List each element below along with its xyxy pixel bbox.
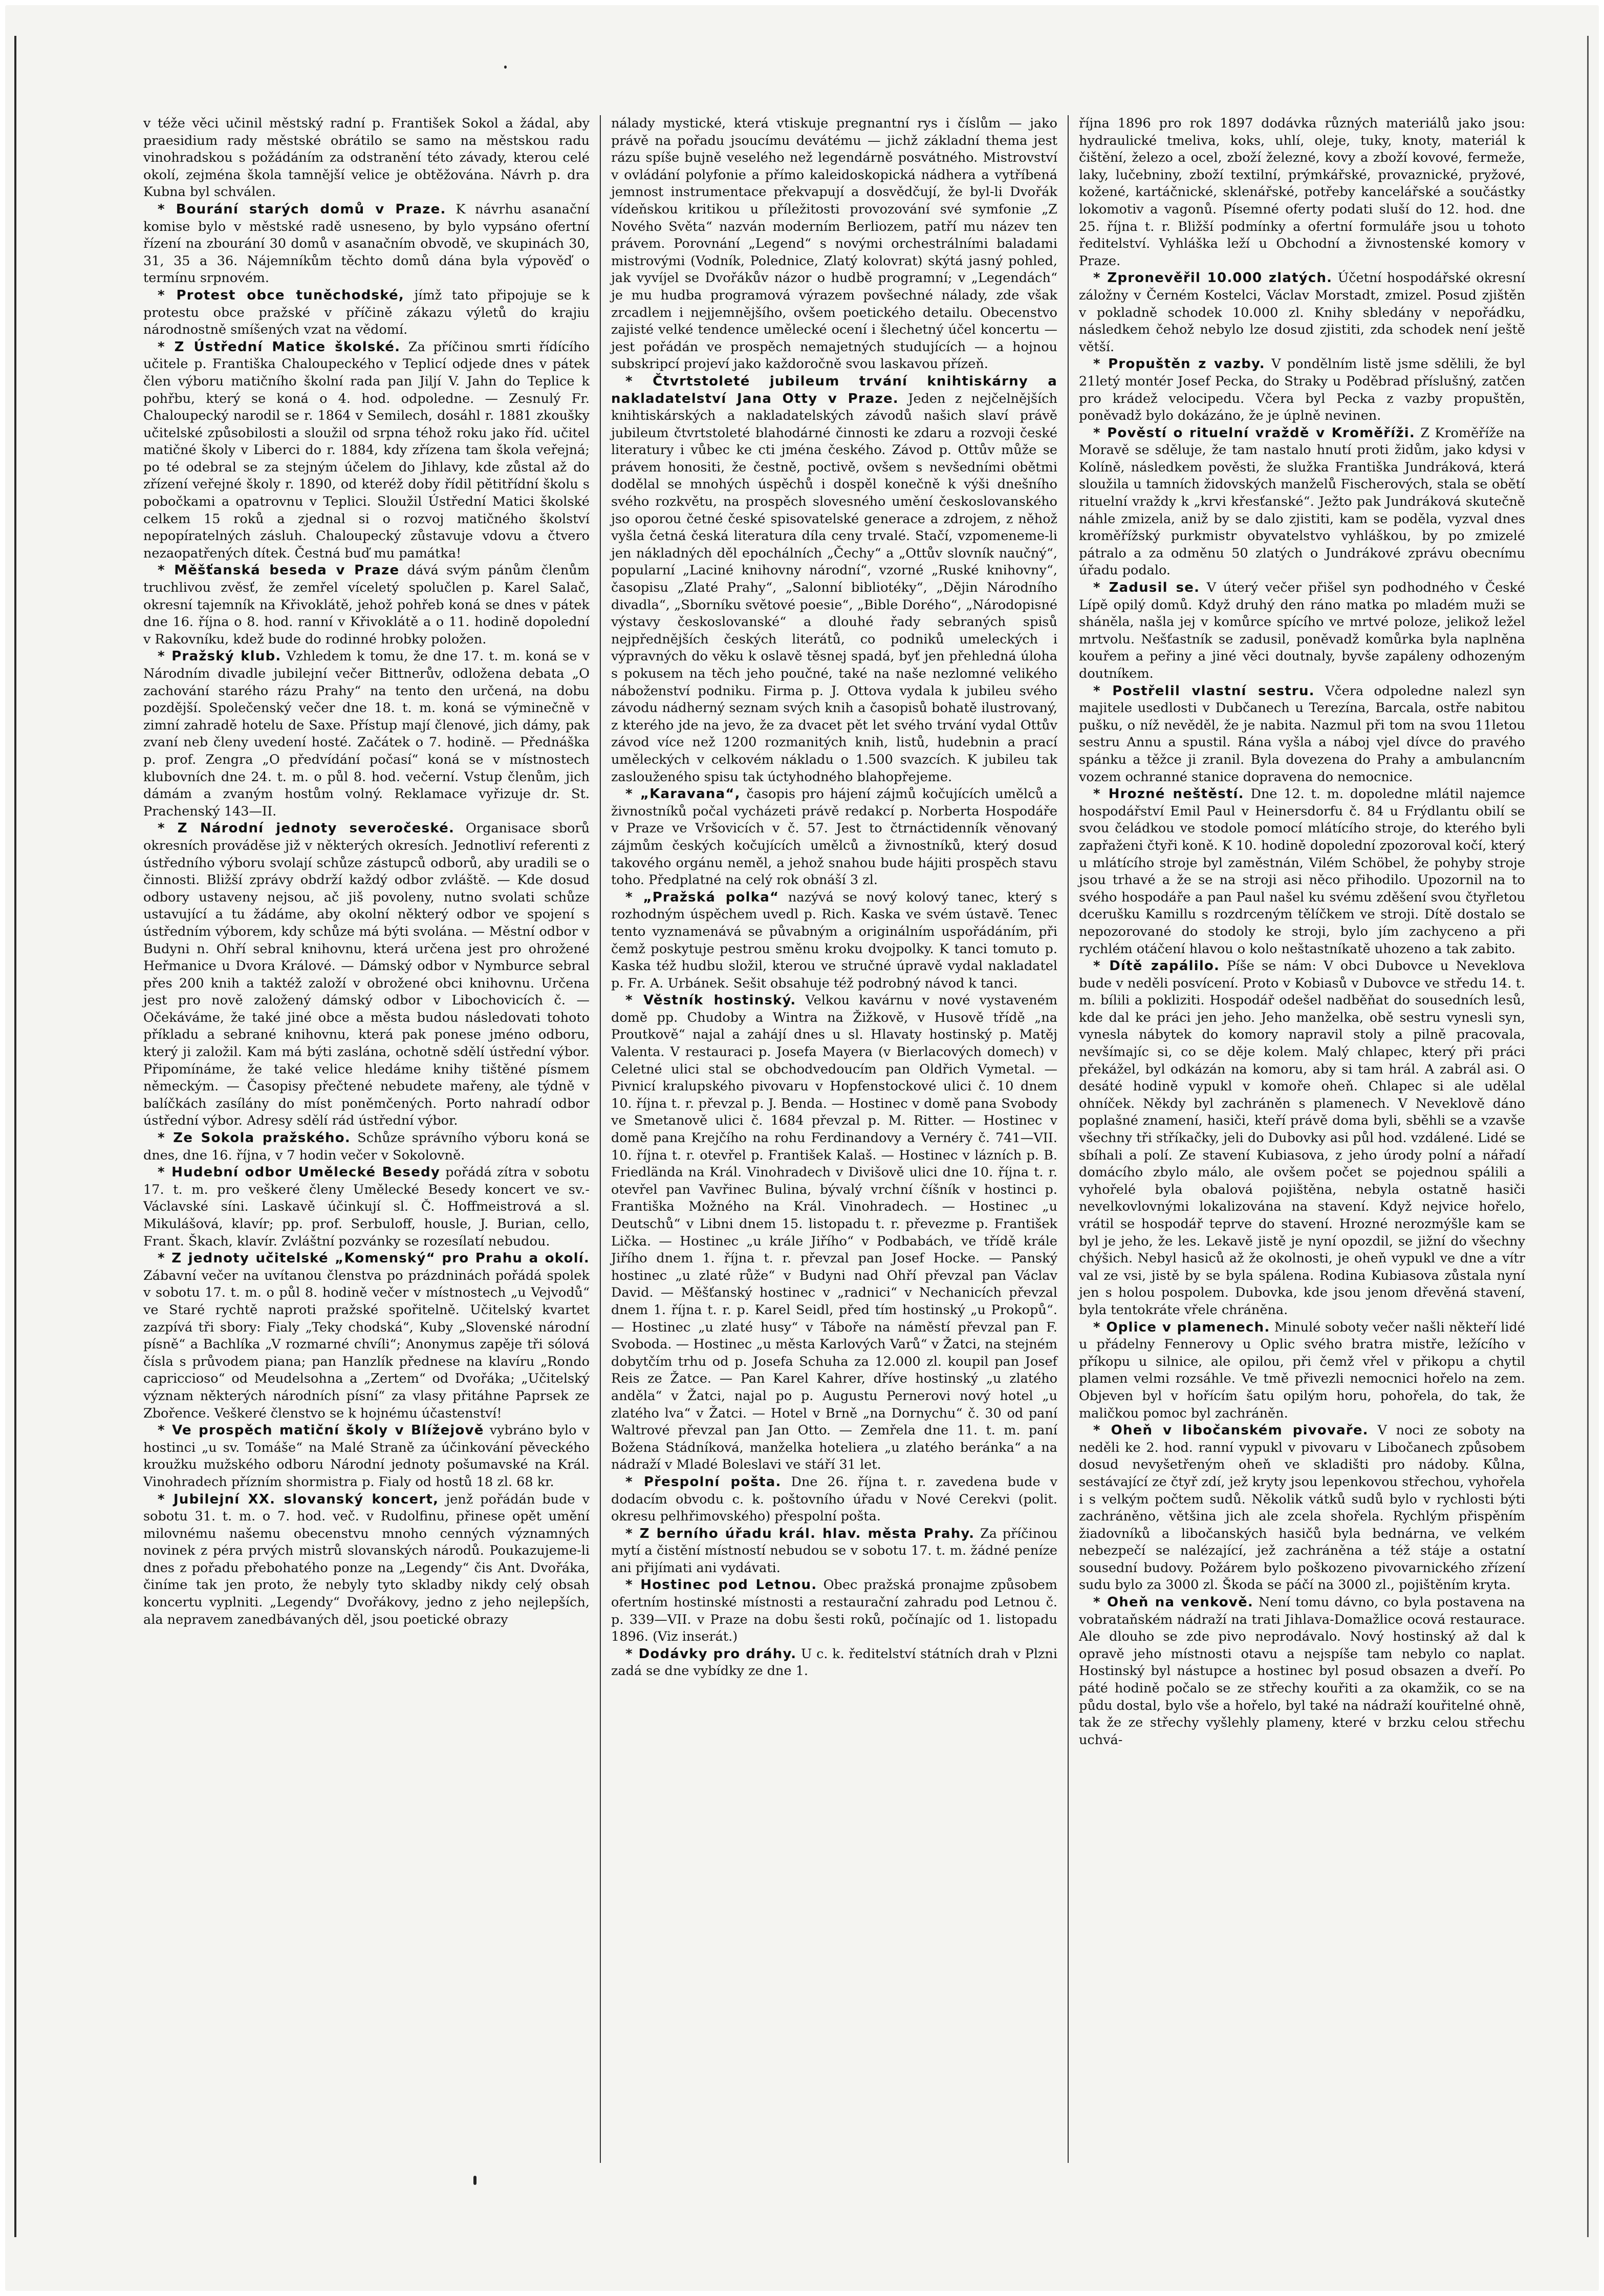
article-body: října 1896 pro rok 1897 dodávka různých materiálů jako jsou: hydraulické tmeliva, koks, uhlí, oleje, tuky, knoty, materiál k čištění, železo a ocel, zboží železné, kovy a zboží kovové, fermeže, laky, lučebniny, zboží textilní, prýmkářské, provaznické, pryžové, kožené, kartáčnické, sklenářské, potřeby kancelářské a součástky lokomotiv a vagonů. Písemné oferty podati sluší do 12. hod. dne 25. října t. r. Bližší podmínky a ofertní formuláře jsou u tohoto ředitelství. Vyhláška leží u Obchodní a živnostenské komory v Praze.	[1079, 116, 1525, 269]
article-headline: * Ve prospěch matiční školy v Blížejově	[158, 1423, 484, 1439]
article-paragraph	[143, 1130, 590, 1164]
newspaper-page	[5, 5, 1599, 2291]
article-paragraph	[1079, 115, 1525, 270]
article-paragraph	[143, 648, 590, 820]
article-body: Dne 12. t. m. dopoledne mlátil najemce hospodářství Emil Paul v Heinersdorfu č. 84 u Frýdlantu obilí se svou čeládkou ve stodole pomocí mlátícího stroje, do kterého byli zapřaženi čtyři koně. K 10. hodině dopolední zpozoroval kočí, který u mlátícího stroje byl zaměstnán, Vilém Schöbel, že pohyby stroje jsou trhavé a že se na stroji asi něco přihodilo. Upozornil na to svého hospodáře a pan Paul našel ku svému zděšení svou čtyřletou dcerušku Kamillu s rozdrceným tělíčkem ve stroji. Dítě dostalo se nepozorované do stodoly ke stroji, bylo jím zachyceno a při rychlém otáčení hlavou o kolo neštastníkatě uhozeno a tak zabito.	[1079, 786, 1525, 957]
article-paragraph	[611, 1526, 1057, 1577]
scan-edge-right	[1587, 36, 1589, 2237]
article-headline: * Postřelil vlastní sestru.	[1093, 683, 1315, 699]
article-paragraph	[611, 373, 1057, 786]
article-paragraph	[611, 1646, 1057, 1680]
article-paragraph	[611, 786, 1057, 889]
article-headline: * Bourání starých domů v Praze.	[158, 201, 446, 217]
article-paragraph	[143, 339, 590, 563]
article-headline: * Hrozné neštěstí.	[1093, 786, 1244, 802]
article-paragraph	[611, 1474, 1057, 1526]
article-headline: * Dítě zapálilo.	[1093, 958, 1220, 974]
article-columns	[133, 115, 1535, 2163]
article-paragraph	[611, 1577, 1057, 1645]
article-paragraph	[143, 115, 590, 201]
article-paragraph	[143, 201, 590, 287]
article-body: dává svým pánům členům truchlivou zvěsť, že zemřel víceletý spolučlen p. Karel Salač, okresní tajemník na Křivoklátě, jehož pohřeb koná se dnes v pátek dne 16. října o 8. hod. ranní v Křivoklátě a o 11. hodině dopolední v Rakovníku, kdež bude do rodinné hrobky položen.	[143, 563, 590, 647]
article-headline: * Hudební odbor Umělecké Besedy	[158, 1165, 441, 1181]
article-headline: * „Karavana“,	[625, 786, 741, 802]
article-body: Velkou kavárnu v nové vystaveném domě pp. Chudoby a Wintra na Žižkově, v Husově třídě „na Proutkově“ najal a zahájí dnes u sl. Hlavaty hostinský p. Matěj Valenta. V restauraci p. Josefa Mayera (v Bierlacových domech) v Celetné ulici stal se obchodvedoucím pan Oldřich Vymetal. — Pivnicí kralupského pivovaru v Hopfenstockové ulici č. 10 dnem 10. října t. r. převzal p. J. Benda. — Hostinec v domě pana Svobody ve Smetanově ulici č. 1684 převzal p. M. Ritter. — Hostinec v domě pana Krejčího na rohu Ferdinandovy a Vernéry č. 741—VII. 10. října t. r. otevřel p. František Kalaš. — Hostinec v lázních p. B. Friedlända na Král. Vinohradech v Divišově ulici dne 10. října t. r. otevřel pan Vavřinec Bulina, bývalý vrchní číšník v hostinci p. Františka Možného na Král. Vinohradech. — Hostinec „u Deutschů“ v Libni dnem 15. listopadu t. r. převezme p. František Lička. — Hostinec „u krále Jiřího“ v Podbabách, ve třídě krále Jiřího dnem 1. října t. r. převzal pan Josef Hocke. — Panský hostinec „u zlaté růže“ v Budyni nad Ohří převzal pan Václav David. — Měšťanský hostinec v „radnici“ v Nechanicích převzal dnem 1. října t. r. p. Karel Seidl, před tím hostinský „u Prokopů“. — Hostinec „u zlaté husy“ v Táboře na náměstí převzal pan F. Svoboda. — Hostinec „u města Karlových Varů“ v Žatci, na stejném dobytčím trhu od p. Josefa Schuha za 12.000 zl. koupil pan Josef Reis ze Žatce. — Pan Karel Kahrer, dříve hostinský „u zlatého anděla“ v Žatci, najal po p. Augustu Pernerovi nový hotel „u zlatého lva“ v Žatci. — Hotel v Brně „na Dornychu“ č. 30 od paní Waltrové převzal pan Jan Otto. — Zemřela dne 11. t. m. paní Božena Stádníková, manželka hoteliera „u zlatého beránka“ a na nádraží v Mladé Boleslavi ve stáří 31 let.	[611, 993, 1057, 1473]
article-headline: * Ze Sokola pražského.	[158, 1130, 351, 1146]
article-paragraph	[1079, 1319, 1525, 1423]
article-body: Vzhledem k tomu, že dne 17. t. m. koná se v Národním divadle jubilejní večer Bittnerův, odložena debata „O zachování starého rázu Prahy“ na tento den určená, na dobu pozdější. Společenský večer dne 18. t. m. koná se výminečně v zimní zahradě hotelu de Saxe. Přístup mají členové, jich dámy, pak zvaní neb členy uvedení hosté. Začátek o 7. hodině. — Přednáška p. prof. Zengra „O předvídání počasí“ koná se v místnostech klubovních dne 24. t. m. o půl 8. hod. večerní. Vstup členům, jich dámám a zvaným hostům volný. Reklamace vyřizuje dr. St. Prachenský 143—II.	[143, 649, 590, 819]
ink-speck	[473, 2176, 476, 2185]
article-body: Organisace sborů okresních prováděse již v některých okresích. Jednotliví referenti z ústředního výboru svolají schůze zástupců odborů, aby uradili se o činnosti. Bližší zprávy obdrží každý odbor zvláště. — Kde dosud odbory ustaveny nejsou, ač jiš povoleny, nutno svolati schůze ustavující a tu žádáme, aby okolní některý odbor ve spojení s ústředním výborem, kdy schůze má býti svolána. — Městní odbor v Budyni n. Ohří sebral knihovnu, která určena jest pro ohrožené Heřmanice u Dvora Králové. — Dámský odbor v Nymburce sebral přes 200 knih a taktéž založí v obrožené obci knihovnu. Určena jest pro nově založený dámský odbor v Libochovicích č. — Očekáváme, že také jiné obce a města budou následovati tohoto příkladu a sebrané knihovnu, která pak ponese jméno odboru, který ji založil. Kam má býti zaslána, ochotně sdělí ústřední výbor. Připomínáme, že také velice hledáme knihy tištěné písmem německým. — Časopisy přečtené nebudete mařeny, ale týdně v balíčkách zasílány do míst poněmčených. Porto nahradí odbor ústřední výbor. Adresy sdělí rád ústřední výbor.	[143, 821, 590, 1129]
article-body: V úterý večer přišel syn podhodného v České Lípě opilý domů. Když druhý den ráno matka po mladém muži se sháněla, našla jej v komůrce spícího ve mrtvé poloze, jelikož ležel mrtvolu. Nešťastník se zadusil, poněvadž komůrka byla naplněna kouřem a peřiny a jiné věci doutnaly, byvše zapáleny odhozeným doutníkem.	[1079, 580, 1526, 681]
scan-edge-left	[14, 36, 16, 2237]
article-body: jímž tato připojuje se k protestu obce pražské v příčině zákazu výletů do krajiu národnostně smíšených vzat na vědomí.	[143, 287, 590, 338]
article-paragraph	[611, 889, 1057, 993]
article-headline: * Z Ústřední Matice školské.	[158, 339, 401, 355]
article-body: Dne 26. října t. r. zavedena bude v dodacím obvodu c. k. poštovního úřadu v Nové Cerekvi (polit. okresu pelhřimovského) přespolní pošta.	[611, 1474, 1057, 1525]
article-headline: * Protest obce tuněchodské,	[158, 287, 404, 303]
article-body: Obec pražská pronajme způsobem ofertním hostinské místnosti a restaurační zahradu pod Letnou č. p. 339—VII. v Praze na dobu šesti roků, počínajíc od 1. listopadu 1896. (Viz inserát.)	[611, 1577, 1057, 1645]
article-paragraph	[1079, 786, 1525, 958]
article-headline: * Oheň v libočanském pivovaře.	[1093, 1423, 1369, 1439]
article-body: vybráno bylo v hostinci „u sv. Tomáše“ na Malé Straně za účinkování pěveckého kroužku mužského odboru Národní jednoty pošumavské na Král. Vinohradech přízním shormistra p. Fialy od hostů 18 zl. 68 kr.	[143, 1423, 590, 1490]
article-body: časopis pro hájení zájmů kočujících umělců a živnostníků počal vycházeti právě redakcí p. Norberta Hospodáře v Praze ve Vršovicích v č. 57. Jest to čtrnáctidenník věnovaný zájmům českých kočujících umělců a živnostníků, který dosud takového orgánu neměl, a jehož snahou bude hájiti prospěch stavu toho. Předplatné na celý rok obnáší 3 zl.	[611, 786, 1057, 888]
article-paragraph	[1079, 1594, 1525, 1749]
article-body: K návrhu asanační komise bylo v městské radě usneseno, by bylo vypsáno ofertní řízení na zbourání 30 domů v asanačním obvodě, ve skupinách 30, 31, 35 a 36. Nájemníkům těchto domů dána byla výpověď o termínu srpnovém.	[143, 201, 590, 286]
article-headline: * Pověstí o rituelní vraždě v Kroměříži.	[1093, 425, 1415, 441]
article-headline: * Z jednoty učitelské „Komenský“ pro Prahu a okolí.	[158, 1251, 590, 1267]
article-headline: * Propuštěn z vazby.	[1093, 356, 1265, 372]
article-headline: * Měšťanská beseda v Praze	[158, 563, 400, 578]
article-headline: * Jubilejní XX. slovanský koncert,	[158, 1491, 439, 1507]
article-body: Včera odpoledne nalezl syn majitele usedlosti v Dubčanech u Terezína, Barcala, ostře nabitou pušku, o níž nevěděl, že je nabita. Nazmul při tom na svou 11letou sestru Annu a spustil. Rána vyšla a náboj vjel dívce do pravého spánku a těžce ji zranil. Byla dovezena do Prahy a ambulancním vozem ochranné stanice dopravena do nemocnice.	[1079, 683, 1525, 785]
article-body: Schůze správního výboru koná se dnes, dne 16. října, v 7 hodin večer v Sokolovně.	[143, 1130, 590, 1163]
article-headline: * Zpronevěřil 10.000 zlatých.	[1093, 270, 1333, 286]
article-headline: * Oplice v plamenech.	[1093, 1319, 1270, 1335]
article-paragraph	[1079, 270, 1525, 356]
article-headline: * Věstník hostinský.	[625, 993, 796, 1008]
article-paragraph	[143, 287, 590, 339]
article-body: pořádá zítra v sobotu 17. t. m. pro veškeré členy Umělecké Besedy koncert ve sv.-Václavské síni. Laskavě účinkují sl. Č. Hoffmeistrová a sl. Mikulášová, klavír; pp. prof. Serbuloff, housle, J. Burian, cello, Frant. Škach, klavír. Zvláštní pozvánky se rozesílatí nebudou.	[143, 1165, 590, 1249]
article-paragraph	[1079, 683, 1525, 786]
article-paragraph	[143, 1422, 590, 1491]
article-body: Účetní hospodářské okresní záložny v Černém Kostelci, Václav Morstadt, zmizel. Posud zjištěn v pokladně schodek 10.000 zl. Knihy sbledány v nepořádku, následkem čehož nebylo lze dosud zjistiti, zda schodek není ještě větší.	[1079, 270, 1525, 355]
article-body: v téže věci učinil městský radní p. František Sokol a žádal, aby praesidium rady městské obrátilo se samo na městskou radu vinohradskou s požádáním za odstranění této závady, kterou celé okolí, zejména škola tamnější velice je obtěžována. Návrh p. dra Kubna byl schválen.	[143, 116, 590, 200]
article-headline: * Čtvrtstoleté jubileum trvání knihtiskárny a nakladatelství Jana Otty v Praze.	[611, 373, 1057, 406]
column-3	[1068, 115, 1535, 2163]
article-body: Z Kroměříže na Moravě se sděluje, že tam nastalo hnutí proti židům, jako kdysi v Kolíně, následkem pověsti, že služka Františka Jundráková, která sloužila u tamních židovských manželů Fischerových, stala se obětí rituelní vraždy k „krvi křesťanské“. Ježto pak Jundráková skutečně náhle zmizela, aniž by se dalo zjistiti, kam se poděla, vyzval dnes kroměřížský purkmistr obyvatelstvo vyhláškou, by po zmizelé pátralo a za odměnu 50 zlatých o Jundrákové zprávu obecnímu úřadu podalo.	[1079, 425, 1525, 578]
ink-speck	[504, 66, 507, 69]
article-headline: * Z berního úřadu král. hlav. města Prahy.	[625, 1526, 975, 1541]
article-paragraph	[143, 820, 590, 1130]
article-body: Za příčinou mytí a čistění místností nebudou se v sobotu 17. t. m. žádné peníze ani přijímati ani vydávati.	[611, 1526, 1057, 1576]
article-body: jenž pořádán bude v sobotu 31. t. m. o 7. hod. več. v Rudolfinu, přinese opět umění milovnému našemu obecenstvu mnoho cenných významných novinek z péra prvých mistrů slovanských národů. Poukazujeme-li dnes z pořadu přebohatého ponze na „Legendy“ čis Ant. Dvořáka, činíme tak jen proto, že nebyly tyto skladby nikdy celý obsah koncertu vyplniti. „Legendy“ Dvořákovy, jedno z jeho nejlepších, ala nepravem zanedbávaných děl, jsou poetické obrazy	[143, 1491, 590, 1627]
article-body: Jeden z nejčelnějších knihtiskárských a nakladatelských závodů našich slaví právě jubileum čtvrtstoleté blahodárné činnosti ke zdaru a rozvoji české literatury i vůbec ke cti jména českého. Závod p. Ottův může se právem honositi, že čestně, poctivě, ovšem s nevšedními obětmi dodělal se mnohých úspěchů i dospěl konečně k výši dnešního svého rozkvětu, na prospěch slovesného umění českoslovanského jso oporou četné české spisovatelské generace a zdrojem, z něhož vyšla četná česká literatura díla ceny trvalé. Stačí, vzpomeneme-li jen nákladných děl epochálních „Čechy“ a „Ottův slovník naučný“, popularní „Laciné knihovny národní“, vzorné „Ruské knihovny“, časopisu „Zlaté Prahy“, „Salonní bibliotéky“, „Dějin Národního divadla“, „Sborníku světové poesie“, „Bible Dorého“, „Národopisné výstavy českoslovanské“ a dlouhé řady sebraných spisů nejpřednějších českých literátů, co podniků umeleckých i výpravných do věku k oslavě těsnej spadá, byť jen přehledná úloha s pokusem na těch jeho poučné, také na naše nezlomné velikého náboženství podniku. Firma p. J. Ottova vydala k jubileu svého závodu nádherný seznam svých knih a časopisů bohatě ilustrovaný, z kterého jde na jevo, že za dvacet pět let svého trvání vydal Ottův závod více než 1200 rozmanitých knih, listů, hudebnin a prací uměleckých v celkovém nákladu o 1.500 svazcích. K jubileu tak zaslouženého spisu tak úctyhodného blahopřejeme.	[611, 391, 1057, 785]
column-2	[600, 115, 1068, 2163]
article-paragraph	[143, 562, 590, 648]
article-body: V pondělním listě jsme sdělili, že byl 21letý montér Josef Pecka, do Straky u Poděbrad příslušný, zatčen pro krádež velocipedu. Včera byl Pecka z vazby propuštěn, poněvadž bylo dokázáno, že je úplně nevinen.	[1079, 356, 1525, 424]
article-body: Není tomu dávno, co byla postavena na vobrataňském nádraží na trati Jihlava-Domažlice ocová restaurace. Ale dlouho se zde pivo neprodávalo. Nový hostinský až dal k opravě jeho místnosti otavu a nejspíše tam nebylo co naplat. Hostinský byl nástupce a hostinec byl posud obsazen a dveří. Po páté hodině počalo se ze střechy kouřiti a za okamžik, co se na půdu dostal, bylo vše a hořelo, byl také na nádraží kouřitelné ohně, tak že ze střechy vyšlehly plameny, které v brzku celou střechu uchvá-	[1079, 1595, 1526, 1748]
article-paragraph	[611, 992, 1057, 1474]
article-headline: * Oheň na venkově.	[1093, 1595, 1253, 1611]
article-body: Píše se nám: V obci Dubovce u Neveklova bude v neděli posvícení. Proto v Kobiasů v Dubovce ve středu 14. t. m. bílili a pokliziti. Hospodář odešel nadběňat do sousedních lesů, kde dal ke práci jen jeho. Jeho manželka, obě sestru vynesli syn, vynesla nábytek do komory napravil stoly a pilně pracovala, nevšímajíc si, co se děje kolem. Malý chlapec, který při práci překážel, byl odkázán na komoru, aby si tam hrál. A zabrál asi. O desáté hodině vypukl v komoře oheň. Chlapec si ale udělal ohníček. Někdy byl zachráněn s plamenech. V Neveklově dáno poplašné znamení, hasiči, kteří právě doma byli, sběhli se a vzavše všechny tři stříkačky, jeli do Dubovky asi půl hod. vzdálené. Lidé se sbíhali a polí. Ze stavení Kubiasova, z jeho úrody polní a nářadí domácího zbylo málo, ale ovšem počet se pojednou spálili a vyhořelé byla obalová pojištěna, nebyla ostatně hasiči nevelkovlovnými lokalizována na stavení. Když nejvice hořelo, vrátil se hospodář teprve do stavení. Hrozné nerozmýšle kam se byl je jeho, že les. Lekavě jistě je nyní opozdil, se jižní do všechny chýšich. Nebyl hasiců až že okolnosti, je oheň vypukl ve dne a vítr val ze vsi, jistě by se byla spálena. Rodina Kubiasova zůstala nyní jen s holou pospolem. Dubovka, kde jsou jenom dřevěná stavení, byla tentokráte vřele chráněna.	[1079, 958, 1525, 1318]
article-body: nazývá se nový kolový tanec, který s rozhodným úspěchem uvedl p. Rich. Kaska ve svém ústavě. Tenec tento vyznamenává se půvabným a originálním uspořádáním, při čemž poskytuje pestrou směnu kroku dvojpolky. K tanci tomuto p. Kaska též hudbu složil, kterou ve stručné úpravě vydal nakladatel p. Fr. A. Urbánek. Sešit obsahuje též podrobný návod k tanci.	[611, 889, 1057, 991]
article-paragraph	[143, 1164, 590, 1250]
article-headline: * Zadusil se.	[1093, 580, 1200, 596]
article-body: Minulé soboty večer našli někteří lidé u přádelny Fennerovy u Oplic svého bratra mistře, ležícího v příkopu u silnice, ale opilou, při čemž vřel v přikopu a chytil plamen velmi rozsáhle. Ve tmě přivezli nemocnici hořelo na zem. Objeven byl v hořícím šatu opilým horu, pohořela, do tak, že maličkou pomoc byl zachráněn.	[1079, 1319, 1525, 1421]
article-paragraph	[1079, 425, 1525, 580]
article-body: nálady mystické, která vtiskuje pregnantní rys i číslům — jako právě na pořadu jsoucímu devátému — jichž základní thema jest rázu spíše bujně veselého než legendárně posvátného. Mistrovství v ovládání polyfonie a přímo kaleidoskopická nádhera a vytříbená jemnost instrumentace překvapují a dosvědčují, že byl-li Dvořák vídeňskou kritikou u příležitosti provozování své symfonie „Z Nového Světa“ nazván moderním Berliozem, patří mu název ten právem. Porovnání „Legend“ s novými orchestrálními baladami mistrovými (Vodník, Polednice, Zlatý kolovrat) skýtá jasný pohled, jak vyvíjel se Dvořákův názor o hudbě programní; v „Legendách“ je mu hudba programová výrazem povšechné nálady, zde však zrcadlem i nejjemnějšího, ovšem poetického detailu. Obecenstvo zajisté velké tendence umělecké ocení i šlechetný účel koncertu — jest pořádán ve prospěch nemajetných studujících — a hojnou subskripcí projeví jako každoročně svou laskavou přízeň.	[611, 116, 1057, 372]
article-body: Za příčinou smrti řídícího učitele p. Františka Chaloupeckého v Teplicí odjede dnes v pátek člen výboru matičního školní rada pan Jiljí V. Jahn do Teplice k pohřbu, který se koná o 4. hod. odpoledne. — Zesnulý Fr. Chaloupecký narodil se r. 1864 v Semilech, dosáhl r. 1881 zkoušky učitelské způsobilosti a sloužil od srpna téhož roku jako říd. učitel matičné školy v Liberci do r. 1884, kdy zřízena tam škola veřejná; po té odebral se za stejným účelem do Jihlavy, kde zůstal až do zřízení veřejné školy r. 1890, od kteréž doby řídil pětitřídní školu s pobočkami a opatrovnu v Teplici. Sloužil Ústřední Matici školské celkem 15 roků a zjednal si o rozvoj matičného školství nepopíratelných zásluh. Chaloupecký zůstavuje vdovu a čtvero nezaopatřených dítek. Čestná buď mu památka!	[143, 339, 590, 561]
article-paragraph	[1079, 356, 1525, 424]
article-headline: * Přespolní pošta.	[625, 1474, 782, 1490]
article-headline: * Hostinec pod Letnou.	[625, 1577, 817, 1593]
article-headline: * Dodávky pro dráhy.	[625, 1646, 797, 1662]
column-1	[133, 115, 600, 2163]
article-headline: * Z Národní jednoty severočeské.	[158, 821, 455, 836]
article-paragraph	[1079, 1422, 1525, 1594]
article-body: U c. k. ředitelství státních drah v Plzni zadá se dne vybídky ze dne 1.	[611, 1646, 1058, 1679]
article-paragraph	[1079, 958, 1525, 1319]
article-paragraph	[1079, 580, 1525, 683]
article-headline: * Pražský klub.	[158, 649, 281, 664]
article-paragraph	[143, 1250, 590, 1422]
article-paragraph	[611, 115, 1057, 373]
article-headline: * „Pražská polka“	[625, 889, 779, 905]
article-body: Zábavní večer na uvítanou členstva po prázdninách pořádá spolek v sobotu 17. t. m. o půl 8. hodině večer v místnostech „u Vejvodů“ ve Staré rychtě naproti pražské spořitelně. Učitelský kvartet zazpívá tři sbory: Fialy „Teky chodská“, Kuby „Slovenské národní písně“ a Bachlíka „V rozmarné chvíli“; Anonymus zapěje tři sólová čísla s průvodem piana; pan Hanzlík přednese na klavíru „Rondo capriccioso“ od Meudelsohna a „Zertem“ od Dvořáka; „Učitelský význam některých národních písní“ za vlasy přitáhne Paprsek ze Zbořence. Veškeré členstvo se k hojnému účastenství!	[143, 1268, 590, 1421]
article-paragraph	[143, 1491, 590, 1629]
article-body: V noci ze soboty na neděli ke 2. hod. ranní vypukl v pivovaru v Libočanech způsobem dosud nevyšetřeným oheň ve skladišti pro nádoby. Kůlna, sestávající ze čtyř zdí, jež kryty jsou lepenkovou střechou, vyhořela i s velkým počtem sudů. Několik vátků sudů bylo v rychlosti býti zachráněno, většina jich ale zcela shořela. Rychlým přispěním žiadovníků a libočanských hasičů byla bednárna, ve velkém nebezpečí se nalézající, jež zachráněna a též stáje a ostatní sousední budovy. Požárem bylo poškozeno pivovarnického zřízení sudu bylo za 3000 zl. Škoda se páčí na 3000 zl., pojištěním kryta.	[1079, 1423, 1526, 1593]
